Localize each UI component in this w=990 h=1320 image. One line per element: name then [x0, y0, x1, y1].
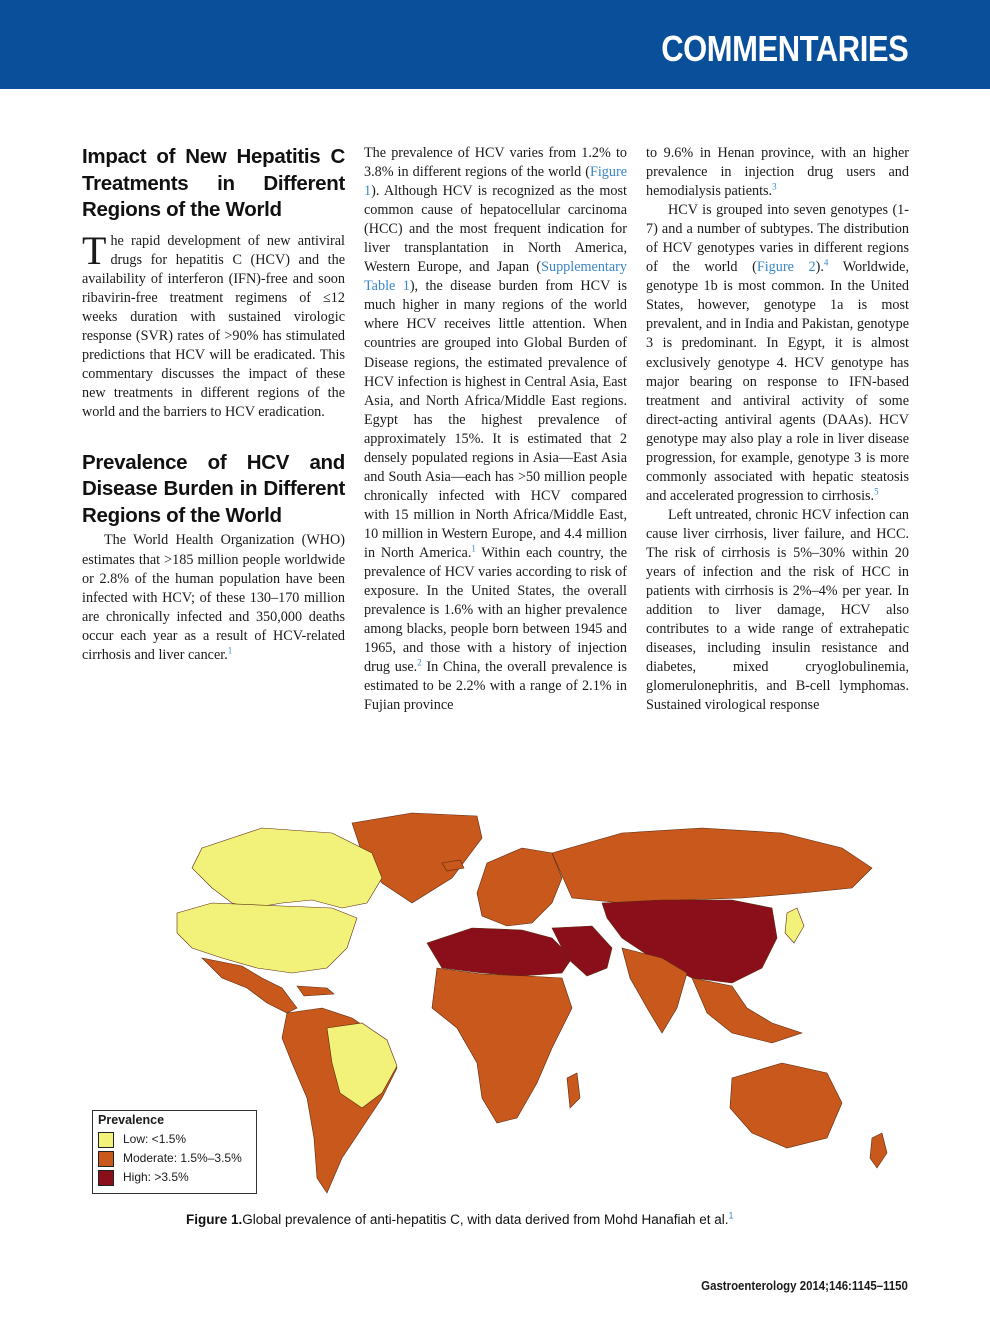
legend-title: Prevalence — [98, 1113, 165, 1127]
map-region-southeast-asia — [692, 978, 802, 1043]
map-region-new-zealand — [870, 1133, 887, 1168]
map-region-europe — [477, 848, 562, 926]
figure-2-link[interactable]: Figure 2 — [756, 259, 816, 276]
section-title: COMMENTARIES — [660, 28, 908, 69]
header-bar — [0, 0, 990, 89]
untreated-paragraph: Left untreated, chronic HCV infection can cause liver cirrhosis, liver failure, and HCC. The risk of cirrhosis is 5%–30% within 20 years of infection and the risk of HCC in patients with cirrhosis is 2%–4% per year. In addition to liver damage, HCV also contributes to a wide range of extrahepatic diseases, including insulin resistance and diabetes, mixed cryoglobulinemia, glomerulonephritis, and B-cell lymphomas. Sustained virological response — [646, 506, 909, 714]
legend-swatch-high — [98, 1170, 114, 1186]
map-region-australia — [730, 1063, 842, 1148]
reference-link[interactable]: 1 — [728, 1210, 734, 1221]
figure-1-link[interactable]: Figure 1 — [364, 164, 627, 200]
heading-impact: Impact of New Hepatitis C Treatments in Different Regions of the World — [82, 145, 345, 221]
map-region-africa — [432, 968, 572, 1123]
supplementary-table-link[interactable]: Supplementary Table 1 — [364, 259, 627, 295]
drop-cap: T — [82, 227, 107, 273]
prevalence-paragraph-end — [646, 144, 909, 201]
legend-swatch-low — [98, 1132, 114, 1148]
reference-link[interactable]: 3 — [772, 181, 777, 192]
text-column-2 — [364, 144, 627, 715]
heading-prevalence: Prevalence of HCV and Disease Burden in Different Regions of the World — [82, 450, 345, 527]
caption-label: Figure 1. — [186, 1212, 243, 1227]
text-column-1 — [82, 144, 345, 665]
prevalence-paragraph-part1: The World Health Organization (WHO) estimates that >185 million people worldwide or 2.8% of the human population have been infected with HCV; of these 130–170 million are chronically infected and 350,000 deaths occur each year as a result of HCV-related cirrhosis and liver cancer.$^1$ — [82, 532, 345, 663]
map-region-russia — [552, 828, 872, 903]
reference-link[interactable]: 4 — [823, 257, 829, 268]
map-region-caribbean — [297, 986, 334, 996]
reference-link[interactable]: 5 — [874, 486, 879, 497]
legend-swatch-moderate — [98, 1151, 114, 1167]
genotype-paragraph: HCV is grouped into seven genotypes (1-7) and a number of subtypes. The distribution of HCV genotypes varies in different regions of the world (Figure 2).$^4$ Worldwide, genotype 1b is most common. In the United States, however, genotype 1a is most prevalent, and in India and Pakistan, genotype 3 is predominant. In Egypt, it is almost exclusively genotype 4. HCV genotype has major bearing on response to IFN-based treatment and antiviral activity of some direct-acting antiviral agents (DAAs). HCV genotype may also play a role in liver disease progression, for example, genotype 3 is more commonly associated with hepatic steatosis and accelerated progression to cirrhosis.$^5$ — [646, 202, 909, 504]
map-region-north-africa — [427, 928, 572, 976]
legend-label-low: Low: <1.5% — [123, 1132, 187, 1146]
intro-paragraph — [82, 227, 345, 422]
china-text-end: to 9.6% in Henan province, with an higher prevalence in injection drug users and hemodialysis patients. — [646, 145, 909, 200]
map-region-madagascar — [567, 1073, 580, 1108]
journal-citation: Gastroenterology 2014;146:1145–1150 — [701, 1278, 908, 1293]
prevalence-paragraph-part2: The prevalence of HCV varies from 1.2% to 3.8% in different regions of the world (Figure 1). Although HCV is recognized as the most common cause of hepatocellular carcinoma (HCC) and the most frequent indication for liver transplantation in North America, Western Europe, and Japan (Supplementary Table 1), the disease burden from HCV is much higher in many regions of the world where HCV receives little attention. When countries are grouped into Global Burden of Disease regions, the estimated prevalence of HCV infection is highest in Central Asia, East Asia, and North Africa/Middle East regions. Egypt has the highest prevalence of approximately 15%. It is estimated that 2 densely populated regions in Asia—East Asia and South Asia—each has >50 million people chronically infected with HCV compared with 15 million in North Africa/Middle East, 10 million in Western Europe, and 4.4 million in North America.$^1$ Within each country, the prevalence of HCV varies according to risk of exposure. In the United States, the overall prevalence is 1.6% with an higher prevalence among blacks, people born between 1945 and 1965, and those with a history of injection drug use.$^2$ In China, the overall prevalence is estimated to be 2.2% with a range of 2.1% in Fujian province — [364, 145, 627, 714]
china-text-start: In China, the overall prevalence is estimated to be 2.2% with a range of 2.1% in Fujian province — [364, 659, 627, 714]
text-column-3 — [646, 144, 909, 715]
legend-label-high: High: >3.5% — [123, 1170, 189, 1184]
intro-text: he rapid development of new antiviral drugs for hepatitis C (HCV) and the availability of interferon (IFN)-free and soon ribavirin-free treatment regimens of ≤12 weeks duration with sustained virologic response (SVR) rates of >90% has stimulated predictions that HCV will be eradicated. This commentary discusses the impact of these new treatments in different regions of the world and the barriers to HCV eradication. — [82, 232, 345, 420]
legend-label-moderate: Moderate: 1.5%–3.5% — [123, 1151, 242, 1165]
figure-caption — [186, 1212, 734, 1227]
map-legend — [92, 1110, 257, 1194]
reference-link[interactable]: 1 — [471, 543, 476, 554]
map-region-usa — [177, 903, 357, 973]
reference-link[interactable]: 1 — [227, 645, 233, 656]
caption-text: Global prevalence of anti-hepatitis C, with data derived from Mohd Hanafiah et al. — [242, 1212, 729, 1227]
map-region-canada — [192, 828, 382, 908]
reference-link[interactable]: 2 — [417, 657, 422, 668]
map-region-japan — [785, 908, 804, 943]
